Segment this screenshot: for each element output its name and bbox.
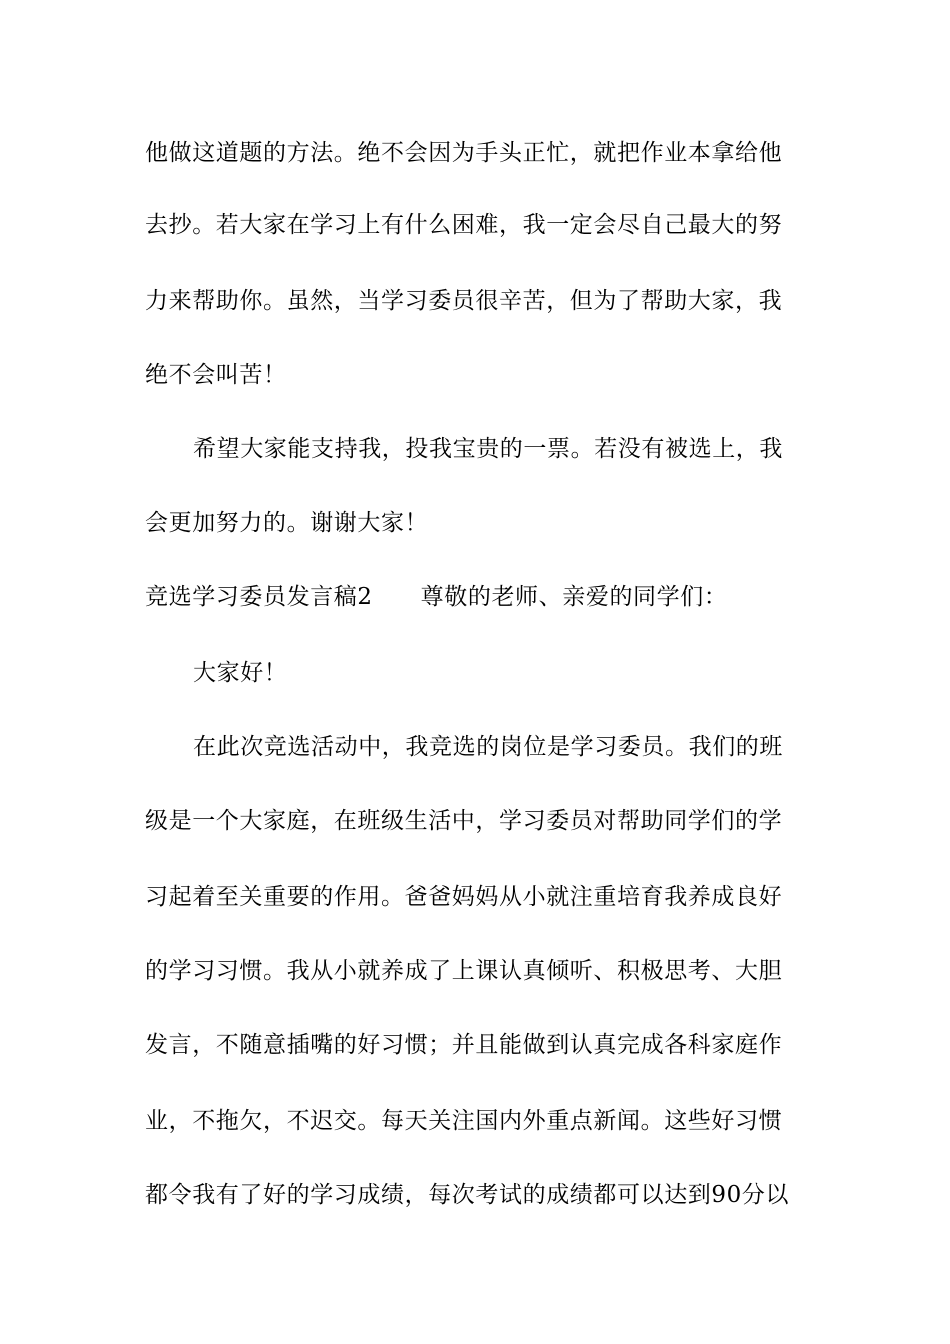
section-salutation: 尊敬的老师、亲爱的同学们： (420, 584, 728, 610)
paragraph-line: 会更加努力的。谢谢大家！ (145, 510, 429, 536)
paragraph-line: 级是一个大家庭，在班级生活中，学习委员对帮助同学们的学 (145, 808, 783, 834)
paragraph-line: 习起着至关重要的作用。爸爸妈妈从小就注重培育我养成良好 (145, 884, 783, 910)
paragraph-line: 的学习习惯。我从小就养成了上课认真倾听、积极思考、大胆 (145, 958, 783, 984)
section-title: 竞选学习委员发言稿2 (145, 584, 373, 610)
paragraph-line: 他做这道题的方法。绝不会因为手头正忙，就把作业本拿给他 (145, 140, 783, 166)
paragraph-line: 绝不会叫苦！ (145, 362, 287, 388)
greeting-line: 大家好！ (193, 660, 288, 686)
paragraph-line: 发言，不随意插嘴的好习惯；并且能做到认真完成各科家庭作 (145, 1032, 783, 1058)
paragraph-line: 在此次竞选活动中，我竞选的岗位是学习委员。我们的班 (193, 734, 783, 760)
paragraph-line: 希望大家能支持我，投我宝贵的一票。若没有被选上，我 (193, 436, 783, 462)
paragraph-line: 都令我有了好的学习成绩，每次考试的成绩都可以达到90分以 (145, 1182, 790, 1208)
section-heading (145, 582, 807, 612)
paragraph-line: 业，不拖欠，不迟交。每天关注国内外重点新闻。这些好习惯 (145, 1108, 783, 1134)
paragraph-line: 力来帮助你。虽然，当学习委员很辛苦，但为了帮助大家，我 (145, 288, 783, 314)
paragraph-line: 去抄。若大家在学习上有什么困难，我一定会尽自己最大的努 (145, 212, 783, 238)
